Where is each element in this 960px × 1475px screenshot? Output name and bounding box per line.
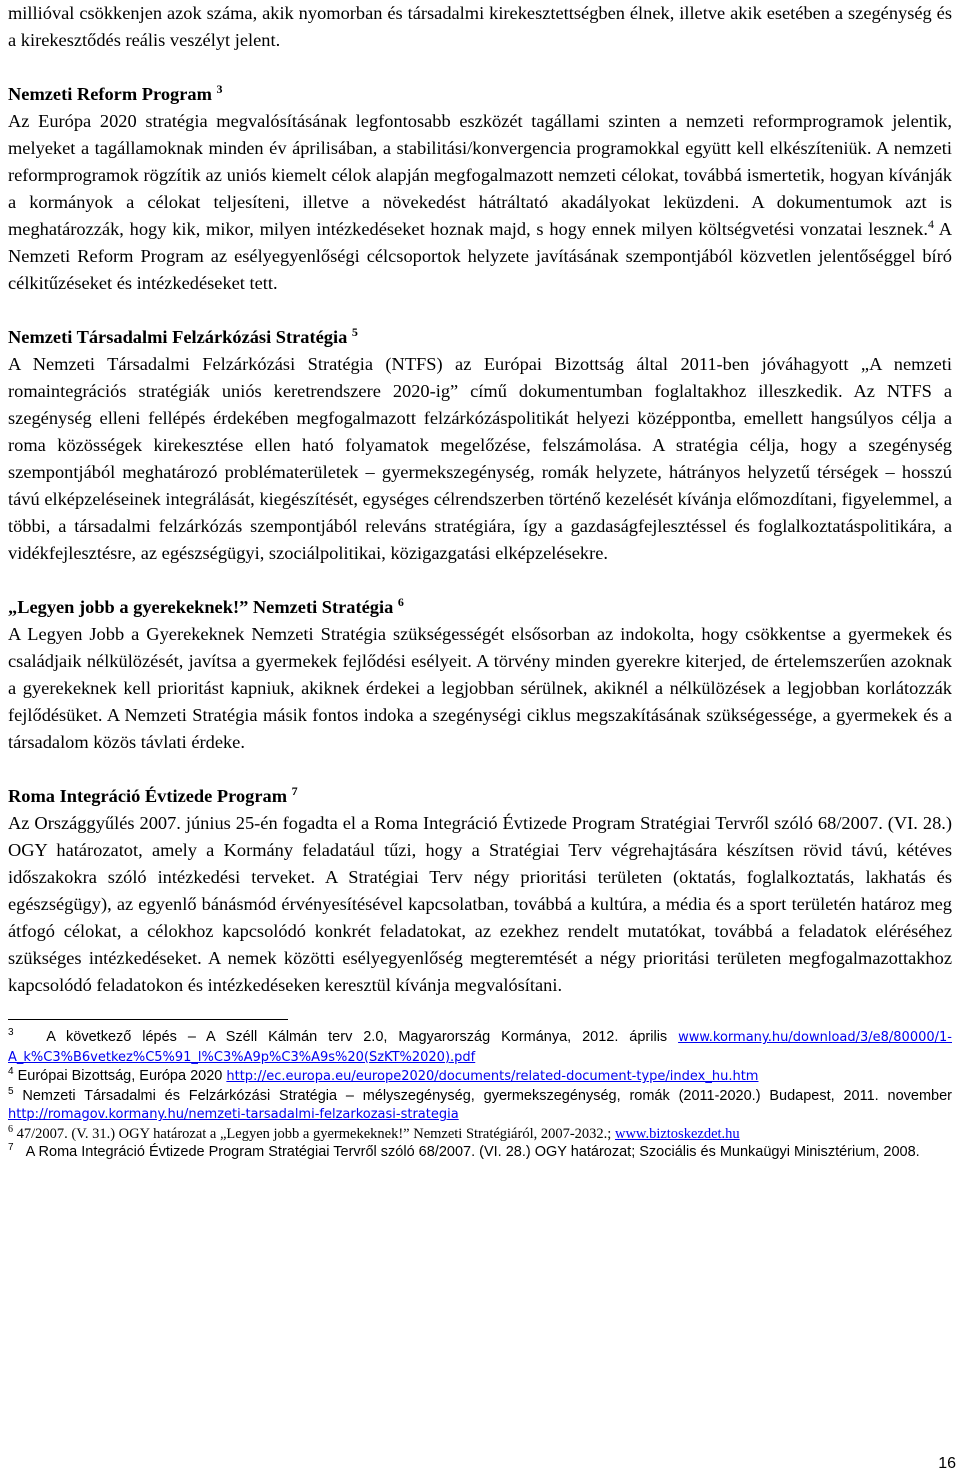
footnote-link[interactable]: www.kormany.hu/download/3/e8/80000/1-A_k%C3%B6vetkez%C5%91_l%C3%A9p%C3%A9s%20(SzKT%2020).pdf	[8, 1030, 952, 1065]
section-heading: Nemzeti Társadalmi Felzárkózási Stratégia $^5$	[8, 325, 358, 347]
footnote-link[interactable]: www.biztoskezdet.hu	[614, 1125, 740, 1142]
section-ntfs	[8, 324, 952, 567]
footnote-ref[interactable]: 3	[216, 82, 223, 96]
footnote-4: $^4$ Európai Bizottság, Európa 2020 http://ec.europa.eu/europe2020/documents/related-document-type/index_hu.htm	[8, 1066, 759, 1084]
section-heading: Roma Integráció Évtizede Program $^7$	[8, 784, 298, 806]
footnote-6: $^6$ 47/2007. (V. 31.) OGY határozat a „Legyen jobb a gyermekeknek!” Nemzeti Stratégiáról, 2007-2032.; www.biztoskezdet.hu	[8, 1123, 740, 1142]
footnote-5: $^5$ Nemzeti Társadalmi és Felzárkózási Stratégia – mélyszegénység, gyermekszegénység, romák (2011-2020.) Budapest, 2011. november http://romagov.kormany.hu/nemzeti-tarsadalmi-felzarkozasi-strategia	[8, 1085, 952, 1122]
section-legyen-jobb	[8, 594, 952, 756]
section-nemzeti-reform-program	[8, 81, 952, 297]
footnote-link[interactable]: http://romagov.kormany.hu/nemzeti-tarsadalmi-felzarkozasi-strategia	[8, 1107, 459, 1122]
footnote-ref[interactable]: 4	[927, 217, 934, 231]
section-paragraph: A Nemzeti Társadalmi Felzárkózási Stratégia (NTFS) az Európai Bizottság által 2011-ben jóváhagyott „A nemzeti romaintegrációs stratégiák uniós keretrendszere 2020-ig” című dokumentumban foglaltakhoz illeszkedik. Az NTFS a szegénység elleni fellépés érdekében megfogalmazott felzárkózáspolitikát helyezi középpontba, emellett hangsúlyos célja a roma közösségek kirekesztése ellen ható folyamatok megelőzése, felszámolása. A stratégia célja, hogy a szegénység szempontjából meghatározó problématerületek – gyermekszegénység, romák helyzete, hátrányos helyzetű térségek – hosszú távú elképzeléseinek integrálását, kiegészítését, egységes célrendszerben történő kezelését kívánja előmozdítani, figyelemmel, a többi, a társadalmi felzárkózás szempontjából releváns stratégiára, így a gazdaságfejlesztéssel és foglalkoztatáspolitikára, a vidékfejlesztésre, az egészségügyi, szociálpolitikai, közigazgatási elképzelésekre.	[8, 354, 952, 563]
footnote-ref[interactable]: 6	[397, 595, 404, 609]
footnote-divider	[8, 1019, 288, 1020]
section-paragraph: Az Európa 2020 stratégia megvalósításának legfontosabb eszközét tagállami szinten a nemzeti reformprogramok jelentik, melyeket a tagállamoknak minden év áprilisában, a stabilitási/konvergencia programokkal együtt kell elkészíteniük. A nemzeti reformprogramok rögzítik az uniós kiemelt célok alapján megfogalmazott nemzeti célokat, továbbá ismertetik, hogyan kívánják a kormányok a célokat teljesíteni, illetve a növekedést hátráltató akadályokat leküzdeni. A dokumentumok azt is meghatározzák, hogy kik, mikor, milyen intézkedéseket hoznak majd, s hogy ennek milyen költségvetési vonzatai lesznek.$^4$ A Nemzeti Reform Program az esélyegyenlőségi célcsoportok helyzete javításának szempontjából közvetlen jelentőséggel bíró célkitűzéseket és intézkedéseket tett.	[8, 111, 952, 293]
footnotes	[8, 1028, 952, 1162]
footnote-ref[interactable]: 7	[291, 784, 298, 798]
intro-paragraph: millióval csökkenjen azok száma, akik nyomorban és társadalmi kirekesztettségben élnek, illetve akik esetében a szegénység és a kirekesztődés reális veszélyt jelent.	[8, 3, 952, 50]
footnote-7: $^7$ A Roma Integráció Évtizede Program Stratégiai Tervről szóló 68/2007. (VI. 28.) OGY határozat; Szociális és Munkaügyi Minisztérium, 2008.	[8, 1142, 920, 1160]
section-paragraph: A Legyen Jobb a Gyerekeknek Nemzeti Stratégia szükségességét elsősorban az indokolta, hogy csökkentse a gyermekek és családjaik nélkülözését, javítsa a gyermekek fejlődési esélyeit. A törvény minden gyerekre kiterjed, de értelemszerűen azoknak a gyerekeknek kell prioritást kapniuk, akiknek érdekei a legjobban sérülnek, akiknél a nélkülözések a legjobban korlátozzák fejlődésüket. A Nemzeti Stratégia másik fontos indoka a szegénységi ciklus megszakításának szükségessége, a gyermekek és a társadalom közös távlati érdeke.	[8, 624, 952, 752]
footnote-3: $^3$ A következő lépés – A Széll Kálmán terv 2.0, Magyarország Kormánya, 2012. április www.kormany.hu/download/3/e8/80000/1-A_k%C3%B6vetkez%C5%91_l%C3%A9p%C3%A9s%20(SzKT%2020).pdf	[8, 1027, 952, 1065]
footnote-link[interactable]: http://ec.europa.eu/europe2020/documents/related-document-type/index_hu.htm	[226, 1069, 759, 1084]
section-heading: Nemzeti Reform Program $^3$	[8, 82, 223, 104]
footnote-ref[interactable]: 5	[351, 325, 358, 339]
section-heading: „Legyen jobb a gyerekeknek!” Nemzeti Stratégia $^6$	[8, 595, 404, 617]
page-number: 16	[938, 1455, 956, 1472]
section-roma-integracio	[8, 783, 952, 999]
section-paragraph: Az Országgyűlés 2007. június 25-én fogadta el a Roma Integráció Évtizede Program Stratégiai Tervről szóló 68/2007. (VI. 28.) OGY határozatot, amely a Kormány feladatául tűzi, hogy a Stratégiai Terv végrehajtására készítsen rövid távú, kétéves időszakokra szóló intézkedési terveket. A Stratégiai Terv négy prioritási területen (oktatás, foglalkoztatás, lakhatás és egészségügy), az egyenlő bánásmód érvényesítésével kapcsolatban, továbbá a kultúra, a média és a sport területén határoz meg átfogó célokat, a célokhoz kapcsolódó konkrét feladatokat, az ezekhez rendelt mutatókat, továbbá a feladatok eléréséhez szükséges intézkedéseket. A nemek közötti esélyegyenlőség megteremtését a négy prioritási területen megfogalmazottakhoz kapcsolódó feladatokon és intézkedéseken keresztül kívánja megvalósítani.	[8, 813, 952, 995]
